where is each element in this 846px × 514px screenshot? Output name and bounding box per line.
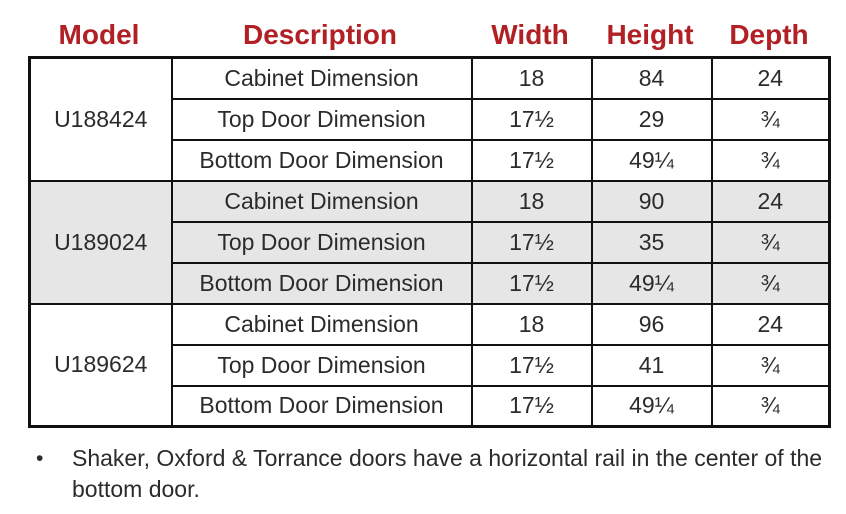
depth-cell: ¾ [712,99,830,140]
width-cell: 18 [472,58,592,99]
model-group-u189024 [30,181,830,304]
footnote-text: Shaker, Oxford & Torrance doors have a horizontal rail in the center of the bottom door. [72,445,823,502]
description-cell: Cabinet Dimension [172,181,472,222]
depth-cell: ¾ [712,345,830,386]
footnote [28,443,828,505]
description-cell: Cabinet Dimension [172,304,472,345]
description-cell: Bottom Door Dimension [172,386,472,427]
table-row [30,304,830,345]
height-cell: 84 [592,58,712,99]
description-cell: Top Door Dimension [172,99,472,140]
depth-cell: ¾ [712,386,830,427]
depth-cell: 24 [712,58,830,99]
depth-cell: 24 [712,304,830,345]
width-cell: 17½ [472,140,592,181]
model-group-u188424 [30,58,830,181]
width-cell: 17½ [472,99,592,140]
description-cell: Top Door Dimension [172,345,472,386]
height-cell: 49¼ [592,140,712,181]
width-cell: 17½ [472,222,592,263]
column-header-model: Model [58,19,140,50]
dimension-table [28,56,831,428]
table-column-headers [28,2,828,56]
height-cell: 35 [592,222,712,263]
width-cell: 17½ [472,263,592,304]
description-cell: Top Door Dimension [172,222,472,263]
model-group-u189624 [30,304,830,427]
width-cell: 17½ [472,345,592,386]
column-header-depth: Depth [729,19,809,50]
height-cell: 29 [592,99,712,140]
height-cell: 49¼ [592,386,712,427]
height-cell: 49¼ [592,263,712,304]
table-row [30,181,830,222]
column-header-description: Description [242,19,398,50]
model-cell: U188424 [30,58,172,181]
width-cell: 18 [472,304,592,345]
height-cell: 41 [592,345,712,386]
column-header-width: Width [491,19,569,50]
depth-cell: 24 [712,181,830,222]
table-row [30,58,830,99]
depth-cell: ¾ [712,263,830,304]
column-header-height: Height [606,19,694,50]
bullet-icon: • [36,447,44,470]
height-cell: 96 [592,304,712,345]
model-cell: U189624 [30,304,172,427]
width-cell: 18 [472,181,592,222]
description-cell: Bottom Door Dimension [172,263,472,304]
description-cell: Bottom Door Dimension [172,140,472,181]
model-cell: U189024 [30,181,172,304]
width-cell: 17½ [472,386,592,427]
height-cell: 90 [592,181,712,222]
depth-cell: ¾ [712,222,830,263]
description-cell: Cabinet Dimension [172,58,472,99]
depth-cell: ¾ [712,140,830,181]
